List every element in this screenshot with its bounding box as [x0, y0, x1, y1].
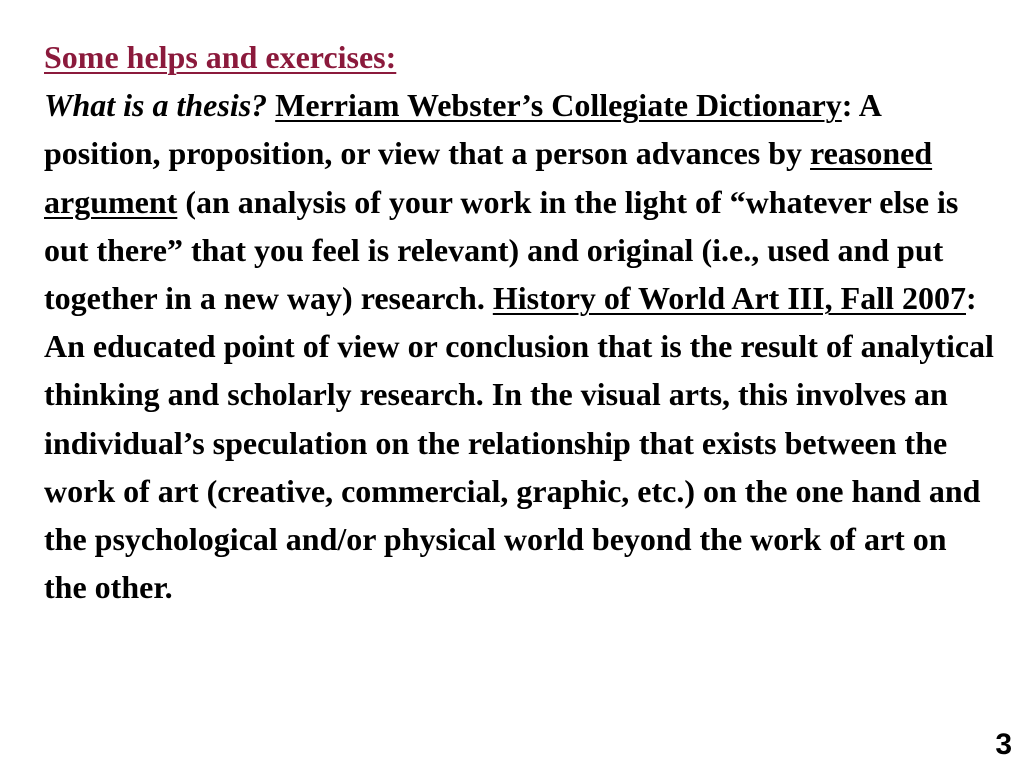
source-merriam-webster: Merriam Webster’s Collegiate Dictionary: [275, 87, 842, 124]
slide-body: [44, 33, 994, 611]
definition-text-a: A position, proposition, or view that a person advances by: [44, 87, 881, 172]
source-history-of-world-art: History of World Art III, Fall 2007: [492, 280, 966, 317]
source2-colon: :: [966, 280, 977, 317]
slide-heading: Some helps and exercises:: [44, 39, 397, 75]
definition-text-b: (an analysis of your work in the light of “whatever else is out there” that you feel is relevant) and original (i.e., used and put together in a new way) research.: [44, 183, 959, 317]
definition-text-c: An educated point of view or conclusion that is the result of analytical thinking and scholarly research. In the visual arts, this involves an individual’s speculation on the relationship that exists between the work of art (creative, commercial, graphic, etc.) on the one hand and the psychological and/or physical world beyond the work of art on the other.: [44, 328, 994, 606]
source1-colon: :: [841, 87, 853, 124]
page-number: 3: [995, 728, 1012, 761]
thesis-definition-paragraph: [44, 81, 994, 611]
term-reasoned-argument: reasoned argument: [44, 135, 933, 220]
thesis-question: What is a thesis?: [44, 87, 268, 124]
